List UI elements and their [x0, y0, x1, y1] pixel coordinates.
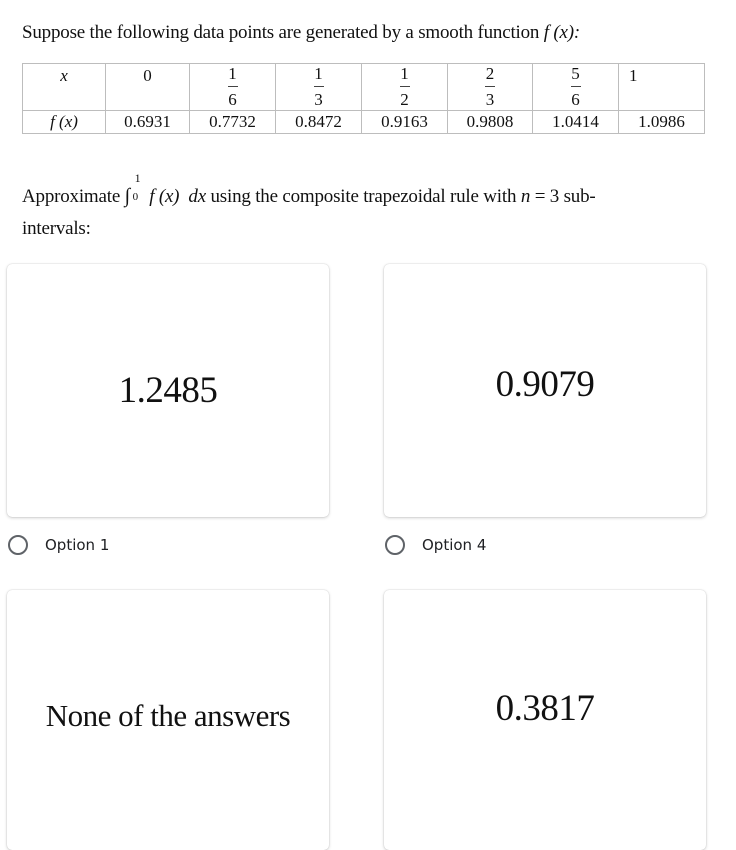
fraction: $\frac{2}{3}$	[485, 64, 495, 109]
table-header-x: x	[23, 64, 106, 111]
option-1-radio-row[interactable]	[8, 535, 109, 555]
question-intro	[22, 21, 580, 45]
answer-card-0-3817[interactable]	[384, 590, 706, 850]
fraction: $\frac{1}{2}$	[400, 64, 409, 109]
table-cell-x-6: 1	[619, 64, 705, 111]
table-cell-x-3	[362, 64, 448, 111]
fraction: $\frac{1}{3}$	[314, 64, 323, 109]
answer-value: None of the answers	[45, 698, 291, 733]
answer-card-1[interactable]	[7, 264, 329, 517]
option-4-radio-row[interactable]	[385, 535, 486, 555]
function-notation: f (x):	[543, 22, 581, 43]
table-cell-fx-3: 0.9163	[362, 111, 448, 134]
answer-value: 0.9079	[495, 364, 595, 405]
table-cell-fx-5: 1.0414	[533, 111, 619, 134]
table-cell-x-5	[533, 64, 619, 111]
table-cell-x-0: 0	[106, 64, 190, 111]
integrand: f (x) dx	[149, 186, 206, 207]
table-cell-x-4	[448, 64, 533, 111]
answer-value: 1.2485	[118, 370, 218, 411]
question-intro-text: Suppose the following data points are generated by a smooth function	[22, 22, 540, 43]
table-cell-fx-0: 0.6931	[106, 111, 190, 134]
radio-button[interactable]	[385, 535, 405, 555]
table-cell-x-2	[276, 64, 362, 111]
table-row-x	[23, 64, 705, 111]
answer-card-4[interactable]	[384, 264, 706, 517]
fraction: $\frac{5}{6}$	[571, 64, 580, 109]
data-points-table	[22, 63, 705, 134]
radio-button[interactable]	[8, 535, 28, 555]
table-cell-fx-1: 0.7732	[190, 111, 276, 134]
integral-symbol: ∫ 1 0	[124, 171, 141, 207]
table-cell-fx-6: 1.0986	[619, 111, 705, 134]
option-label: Option 1	[45, 536, 110, 554]
table-header-fx: f (x)	[23, 111, 106, 134]
fraction: $\frac{1}{6}$	[228, 64, 237, 109]
question-prompt: Approximate ∫ 1 0 f (x) dx using the composite trapezoidal rule with n = 3 sub- intervals:	[22, 171, 596, 239]
answer-card-none[interactable]	[7, 590, 329, 850]
table-row-fx	[23, 111, 705, 134]
table-cell-x-1	[190, 64, 276, 111]
option-label: Option 4	[422, 536, 487, 554]
table-cell-fx-4: 0.9808	[448, 111, 533, 134]
table-cell-fx-2: 0.8472	[276, 111, 362, 134]
answer-value: 0.3817	[495, 687, 595, 729]
